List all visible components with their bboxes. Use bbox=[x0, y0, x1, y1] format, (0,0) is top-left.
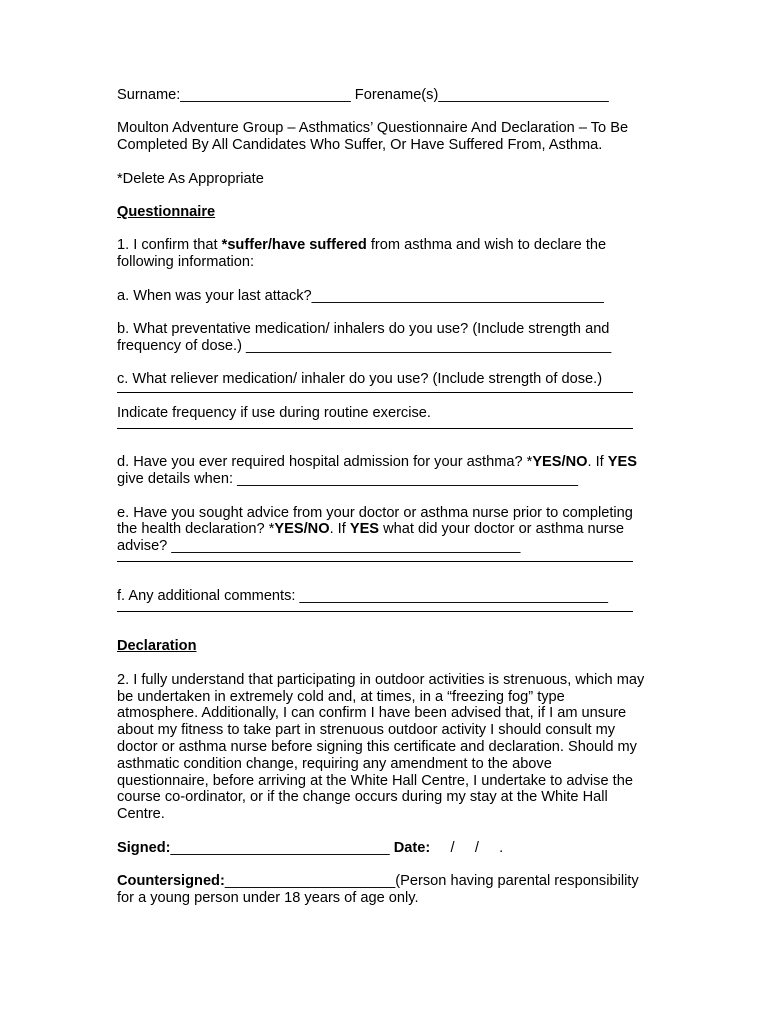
document-title: Moulton Adventure Group – Asthmatics’ Questionnaire And Declaration – To Be Completed By All Candidates Who Suffer, Or Have Suffered From, Asthma. bbox=[117, 120, 629, 154]
q1-text-bold: *suffer/have suffered bbox=[221, 237, 367, 254]
question-d bbox=[117, 454, 647, 488]
questionnaire-heading-text: Questionnaire bbox=[117, 203, 216, 220]
qd-yes: YES bbox=[607, 454, 637, 471]
qd-text-mid: . If bbox=[587, 454, 608, 471]
question-e bbox=[117, 505, 647, 572]
question-c bbox=[117, 371, 647, 438]
qc-frequency-field[interactable] bbox=[117, 422, 647, 439]
surname-field[interactable]: _____________________ bbox=[180, 87, 351, 103]
question-1 bbox=[117, 237, 647, 271]
qd-yes-no[interactable]: YES/NO bbox=[532, 454, 588, 471]
date-label: Date: bbox=[389, 839, 431, 856]
qe-text-mid: . If bbox=[329, 521, 350, 538]
question-b bbox=[117, 321, 647, 355]
qa-text: a. When was your last attack? bbox=[117, 287, 312, 304]
q1-text-post: from asthma and wish to declare the following information: bbox=[117, 237, 607, 271]
qc-text: c. What reliever medication/ inhaler do you use? (Include strength of dose.) bbox=[117, 371, 603, 388]
qa-answer-field[interactable]: ____________________________________ bbox=[311, 287, 604, 304]
signature-line bbox=[117, 840, 647, 857]
qc-answer-field[interactable] bbox=[117, 388, 647, 405]
qe-yes-no[interactable]: YES/NO bbox=[274, 521, 330, 538]
qb-answer-field[interactable]: _____________________________________________ bbox=[246, 337, 612, 354]
surname-label: Surname: bbox=[117, 87, 181, 103]
forename-label: Forename(s) bbox=[354, 87, 439, 103]
forename-field[interactable]: _____________________ bbox=[438, 87, 609, 103]
date-field[interactable]: / / . bbox=[430, 839, 504, 856]
qd-text-pre: d. Have you ever required hospital admission for your asthma? * bbox=[117, 454, 533, 471]
name-line bbox=[117, 87, 647, 104]
question-f bbox=[117, 588, 647, 622]
countersigned-note: (Person having parental responsibility for a young person under 18 years of age only. bbox=[117, 873, 639, 906]
document-page bbox=[117, 87, 647, 923]
qb-text: b. What preventative medication/ inhalers do you use? (Include strength and frequency of dose.) bbox=[117, 320, 610, 354]
declaration-heading-text: Declaration bbox=[117, 638, 197, 655]
qd-text-post: give details when: bbox=[117, 471, 238, 488]
qe-answer-field[interactable]: ___________________________________________ bbox=[171, 538, 521, 555]
countersignature-line bbox=[117, 873, 647, 907]
qf-text: f. Any additional comments: bbox=[117, 588, 300, 605]
qe-yes: YES bbox=[349, 521, 380, 538]
signature-field[interactable]: ___________________________ bbox=[170, 839, 390, 856]
q1-text-pre: 1. I confirm that bbox=[117, 237, 222, 254]
qf-answer-field[interactable]: ______________________________________ bbox=[299, 588, 608, 605]
countersigned-label: Countersigned: bbox=[117, 873, 225, 890]
questionnaire-heading bbox=[117, 204, 647, 221]
qc-frequency-text: Indicate frequency if use during routine exercise. bbox=[117, 404, 431, 421]
signed-label: Signed: bbox=[117, 839, 171, 856]
qe-text-post: what did your doctor or asthma nurse advise? bbox=[117, 521, 625, 555]
delete-note: *Delete As Appropriate bbox=[117, 170, 264, 187]
declaration-heading bbox=[117, 638, 647, 655]
declaration-body: 2. I fully understand that participating in outdoor activities is strenuous, which may be undertaken in extremely cold and, at times, in a “freezing fog” type atmosphere. Additionally, I can confirm I have been advised that, if I am unsure about my fitness to take part in strenuous outdoor activity I should consult my doctor or asthma nurse before signing this certificate and declaration. Should my asthmatic condition change, requiring any amendment to the above questionnaire, before arriving at the White Hall Centre, I undertake to advise the course co-ordinator, or if the change occurs during my stay at the White Hall Centre. bbox=[117, 671, 645, 823]
qf-answer-field-2[interactable] bbox=[117, 605, 647, 622]
qe-text-pre: e. Have you sought advice from your doctor or asthma nurse prior to completing the health declaration? * bbox=[117, 504, 633, 538]
question-a bbox=[117, 288, 647, 305]
countersignature-field[interactable]: _____________________ bbox=[224, 873, 396, 890]
qe-answer-field-2[interactable] bbox=[117, 555, 647, 572]
qd-answer-field[interactable]: __________________________________________ bbox=[237, 471, 578, 488]
